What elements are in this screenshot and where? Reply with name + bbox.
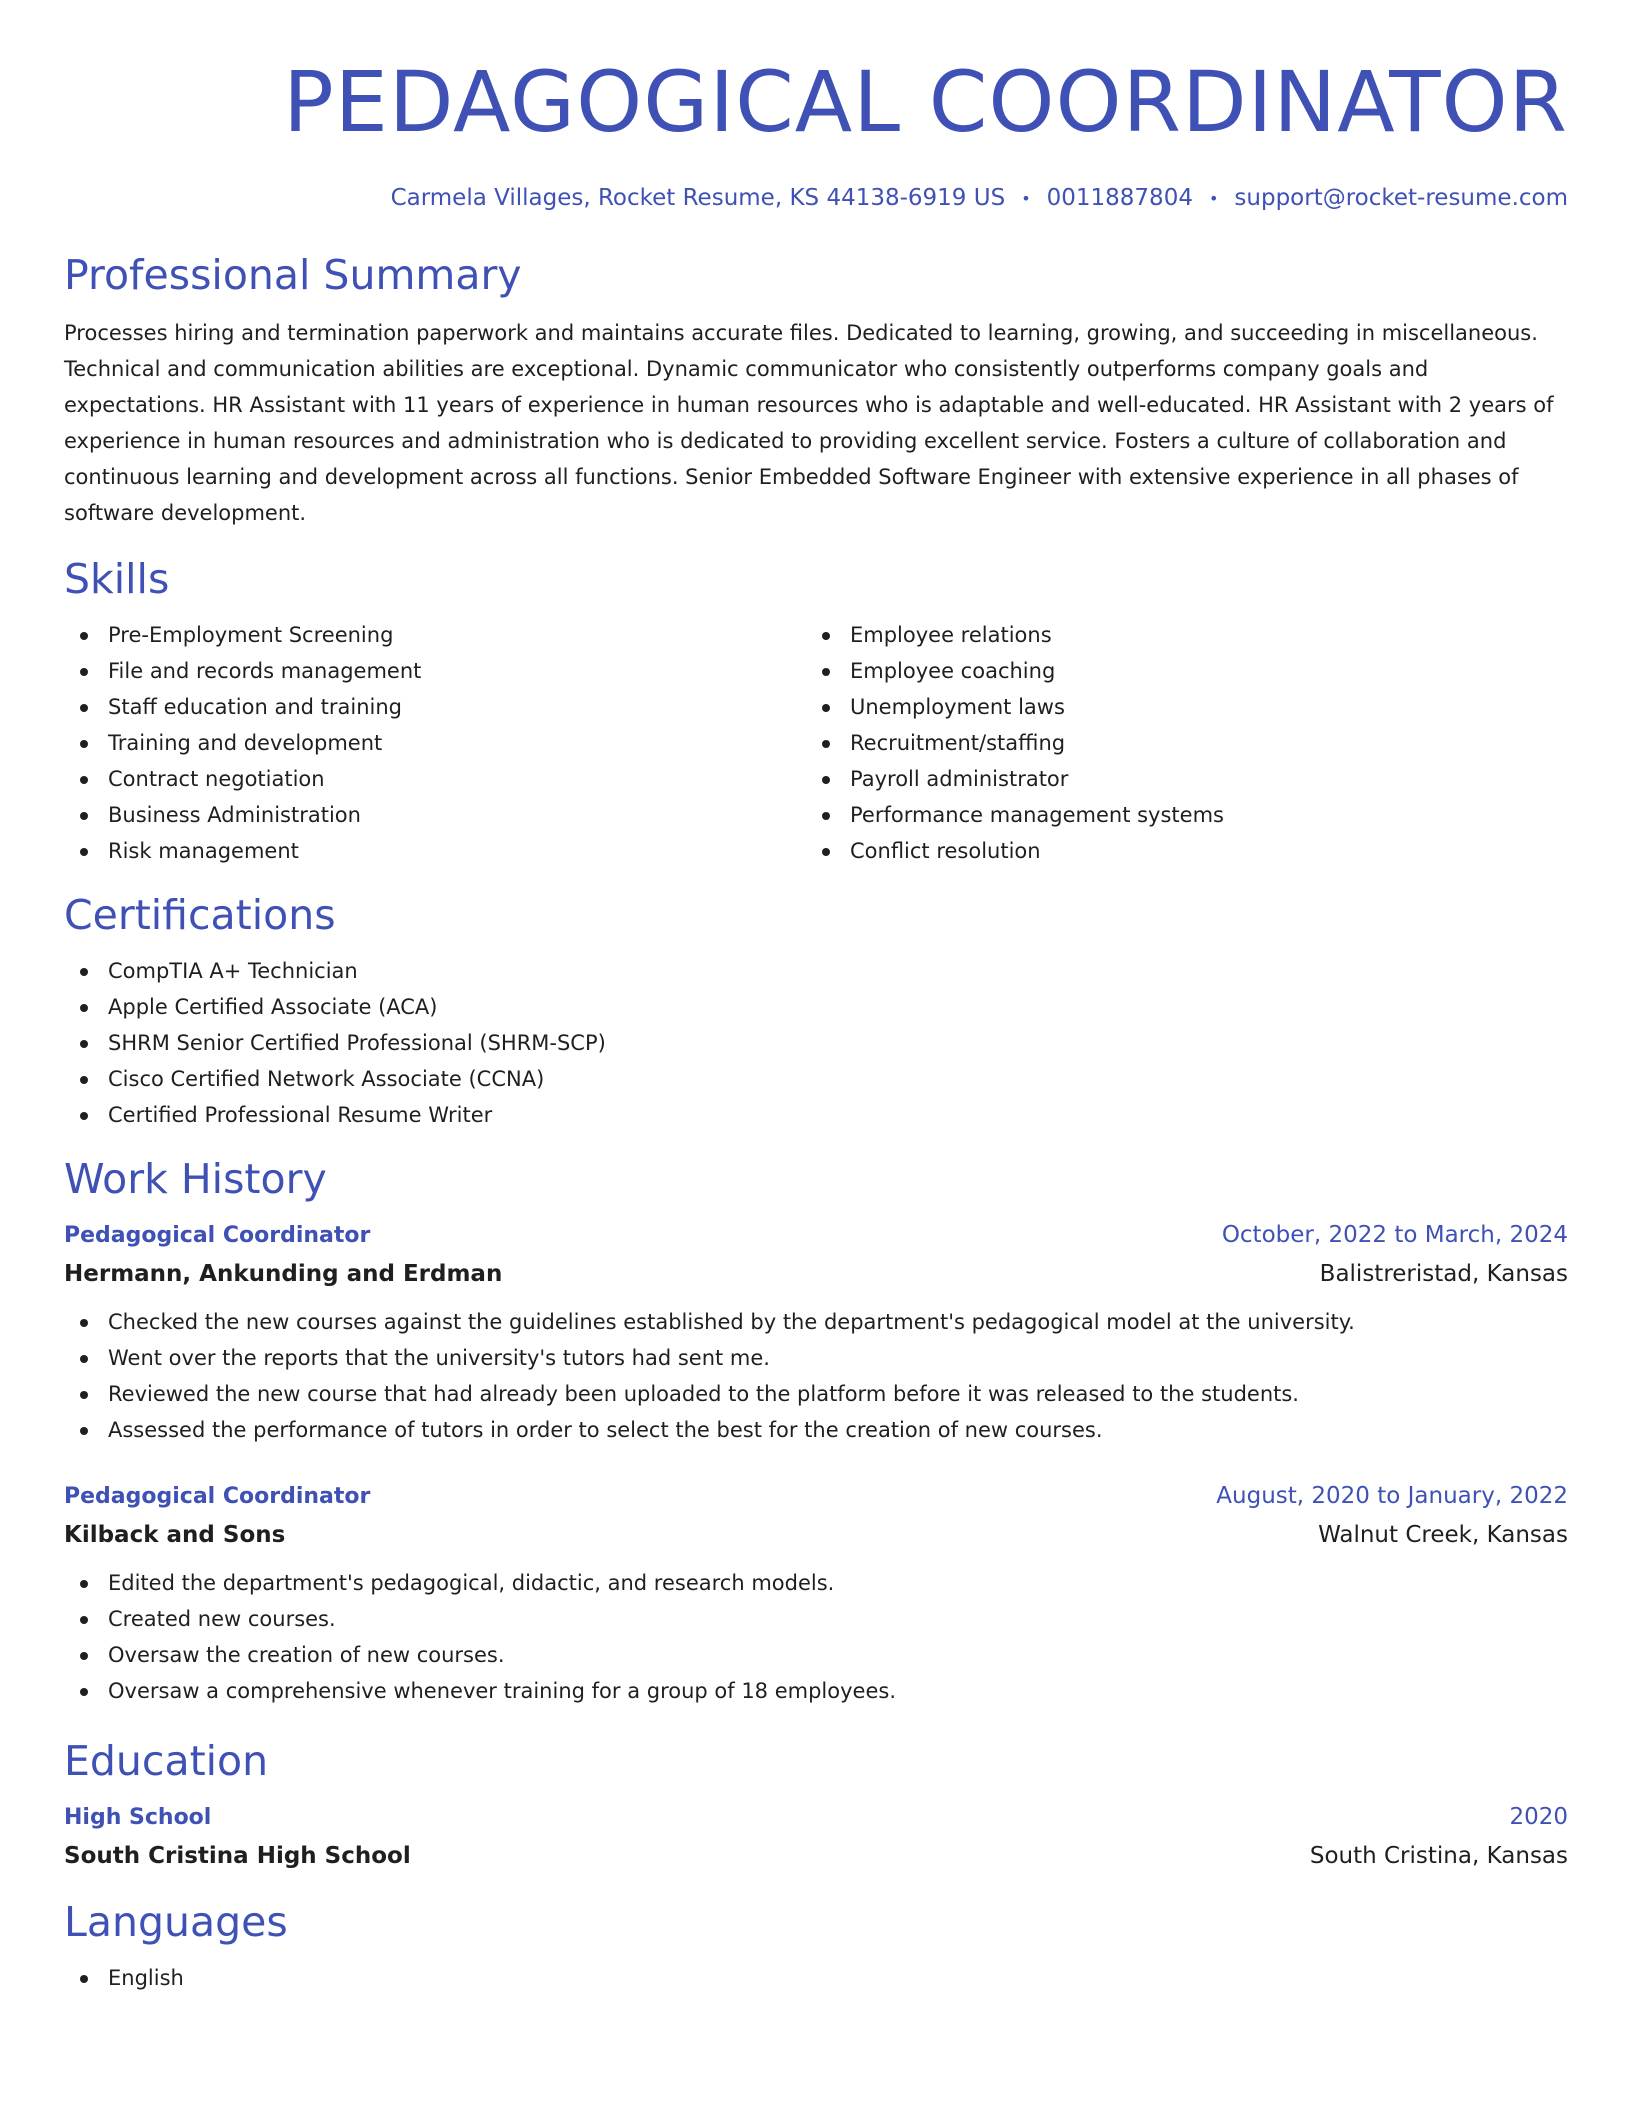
education-entry: [64, 1799, 1568, 1876]
skills-list: [64, 617, 1568, 869]
skill-item: Employee coaching: [806, 653, 1548, 689]
education-degree: High School: [64, 1804, 212, 1830]
job-header-row: [64, 1478, 1568, 1515]
job-header-row: [64, 1217, 1568, 1254]
job-company: Hermann, Ankunding and Erdman: [64, 1260, 503, 1287]
skill-item: Training and development: [64, 725, 806, 761]
skills-column-right: [806, 617, 1548, 869]
skill-item: Business Administration: [64, 797, 806, 833]
skill-item: File and records management: [64, 653, 806, 689]
education-location: South Cristina, Kansas: [1309, 1842, 1568, 1869]
job-duties: [64, 1304, 1568, 1448]
job-duty-item: Assessed the performance of tutors in order to select the best for the creation of new courses.: [64, 1412, 1568, 1448]
certification-item: Cisco Certified Network Associate (CCNA): [64, 1061, 1568, 1097]
contact-separator: •: [1208, 188, 1219, 208]
skills-heading: Skills: [64, 554, 170, 603]
education-header-row: [64, 1799, 1568, 1836]
candidate-title: PEDAGOGICAL COORDINATOR: [283, 53, 1568, 151]
job-duty-item: Reviewed the new course that had already been uploaded to the platform before it was released to the students.: [64, 1376, 1568, 1412]
work-history-heading: Work History: [64, 1154, 327, 1203]
skill-item: Unemployment laws: [806, 689, 1548, 725]
skill-item: Contract negotiation: [64, 761, 806, 797]
skill-item: Pre-Employment Screening: [64, 617, 806, 653]
skill-item: Staff education and training: [64, 689, 806, 725]
job-duty-item: Oversaw the creation of new courses.: [64, 1637, 1568, 1673]
contact-email[interactable]: support@rocket-resume.com: [1234, 185, 1568, 211]
certification-item: CompTIA A+ Technician: [64, 953, 1568, 989]
education-year: 2020: [1509, 1803, 1568, 1830]
certifications-heading: Certifications: [64, 890, 336, 939]
summary-heading: Professional Summary: [64, 250, 522, 299]
job-duties: [64, 1565, 1568, 1709]
contact-address: Carmela Villages, Rocket Resume, KS 44138-6919 US: [390, 185, 1006, 211]
languages-list: [64, 1960, 1568, 1996]
skills-column-left: [64, 617, 806, 869]
certification-item: Apple Certified Associate (ACA): [64, 989, 1568, 1025]
skill-item: Risk management: [64, 833, 806, 869]
skill-item: Employee relations: [806, 617, 1548, 653]
job-company: Kilback and Sons: [64, 1521, 286, 1548]
education-school: South Cristina High School: [64, 1842, 411, 1869]
certification-item: Certified Professional Resume Writer: [64, 1097, 1568, 1133]
job-duty-item: Went over the reports that the university's tutors had sent me.: [64, 1340, 1568, 1376]
job-entry: [64, 1478, 1568, 1709]
job-dates: August, 2020 to January, 2022: [1216, 1482, 1568, 1509]
contact-phone[interactable]: 0011887804: [1046, 185, 1193, 211]
skill-item: Recruitment/staffing: [806, 725, 1548, 761]
certifications-list: [64, 953, 1568, 1133]
job-company-row: [64, 1515, 1568, 1555]
job-company-row: [64, 1254, 1568, 1294]
job-location: Walnut Creek, Kansas: [1318, 1521, 1568, 1548]
job-duty-item: Created new courses.: [64, 1601, 1568, 1637]
job-duty-item: Checked the new courses against the guidelines established by the department's pedagogical model at the university.: [64, 1304, 1568, 1340]
skill-item: Conflict resolution: [806, 833, 1548, 869]
job-title: Pedagogical Coordinator: [64, 1222, 371, 1248]
skill-item: Performance management systems: [806, 797, 1548, 833]
contact-line: [64, 182, 1568, 215]
job-location: Balistreristad, Kansas: [1319, 1260, 1568, 1287]
education-school-row: [64, 1836, 1568, 1876]
job-dates: October, 2022 to March, 2024: [1221, 1221, 1568, 1248]
certification-item: SHRM Senior Certified Professional (SHRM-SCP): [64, 1025, 1568, 1061]
job-duty-item: Oversaw a comprehensive whenever training for a group of 18 employees.: [64, 1673, 1568, 1709]
contact-separator: •: [1021, 188, 1031, 208]
summary-text: Processes hiring and termination paperwork and maintains accurate files. Dedicated to learning, growing, and succeeding in miscellaneous. Technical and communication abilities are exceptional. Dynamic communicator who consistently outperforms company goals and expectations. HR Assistant with 11 years of experience in human resources who is adaptable and well-educated. HR Assistant with 2 years of experience in human resources and administration who is dedicated to providing excellent service. Fosters a culture of collaboration and continuous learning and development across all functions. Senior Embedded Software Engineer with extensive experience in all phases of software development.: [64, 320, 1554, 525]
job-entry: [64, 1217, 1568, 1448]
resume-page: [64, 0, 1568, 1996]
language-item: English: [64, 1960, 1568, 1996]
job-title: Pedagogical Coordinator: [64, 1483, 371, 1509]
education-heading: Education: [64, 1736, 269, 1785]
job-duty-item: Edited the department's pedagogical, didactic, and research models.: [64, 1565, 1568, 1601]
languages-heading: Languages: [64, 1897, 288, 1946]
skill-item: Payroll administrator: [806, 761, 1548, 797]
